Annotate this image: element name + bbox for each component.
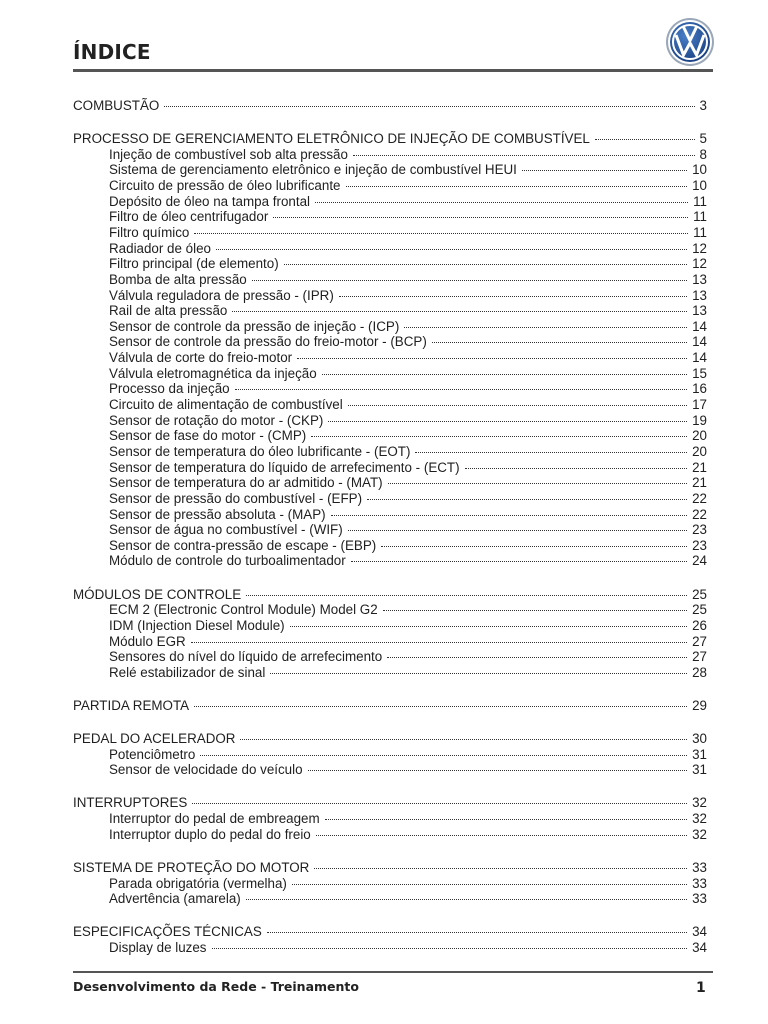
toc-page-number: 13 [692, 303, 707, 319]
dot-leader [328, 421, 687, 422]
toc-section [73, 131, 707, 569]
dot-leader [351, 561, 687, 562]
toc-page-number: 14 [692, 334, 707, 350]
toc-subentry[interactable] [73, 460, 707, 476]
dot-leader [200, 755, 687, 756]
toc-subentry[interactable] [73, 444, 707, 460]
toc-subentry[interactable] [73, 256, 707, 272]
toc-subentry-label: Bomba de alta pressão [109, 271, 247, 287]
toc-subentry[interactable] [73, 397, 707, 413]
toc-subentry-label: Sensor de pressão absoluta - (MAP) [109, 506, 326, 522]
dot-leader [348, 530, 687, 531]
dot-leader [164, 106, 694, 107]
dot-leader [388, 483, 687, 484]
toc-section [73, 98, 707, 114]
toc-section-title: PARTIDA REMOTA [73, 697, 190, 713]
footer-divider [73, 971, 713, 973]
toc-section-title: ESPECIFICAÇÕES TÉCNICAS [73, 924, 262, 940]
toc-page-number: 33 [692, 875, 707, 891]
toc-subentry[interactable] [73, 811, 707, 827]
header-divider [73, 69, 713, 72]
toc-page-number: 23 [692, 537, 707, 553]
toc-section-title: INTERRUPTORES [73, 795, 188, 811]
table-of-contents [73, 98, 707, 973]
dot-leader [216, 249, 687, 250]
dot-leader [240, 739, 687, 740]
dot-leader [522, 170, 687, 171]
toc-subentry-label: Módulo EGR [109, 633, 186, 649]
toc-page-number: 13 [692, 287, 707, 303]
toc-subentry[interactable] [73, 366, 707, 382]
dot-leader [432, 342, 687, 343]
toc-section-title: COMBUSTÃO [73, 98, 160, 113]
toc-section-entry[interactable] [73, 924, 707, 940]
toc-page-number: 32 [692, 795, 707, 811]
toc-subentry-label: Circuito de alimentação de combustível [109, 397, 343, 413]
dot-leader [267, 932, 687, 933]
toc-subentry[interactable] [73, 602, 707, 618]
toc-section-title: MÓDULOS DE CONTROLE [73, 586, 242, 602]
toc-page-number: 20 [692, 428, 707, 444]
toc-subentry[interactable] [73, 272, 707, 288]
dot-leader [383, 610, 687, 611]
toc-section [73, 731, 707, 778]
toc-subentry[interactable] [73, 876, 707, 892]
toc-subentry[interactable] [73, 507, 707, 523]
toc-page-number: 8 [699, 146, 707, 162]
dot-leader [246, 595, 687, 596]
toc-subentry[interactable] [73, 209, 707, 225]
toc-subentry-label: Filtro de óleo centrifugador [109, 209, 269, 225]
toc-page-number: 3 [699, 98, 707, 113]
toc-subentry-label: Sensor de temperatura do ar admitido - (MAT) [109, 475, 383, 491]
toc-page-number: 16 [692, 381, 707, 397]
toc-page-number: 14 [692, 350, 707, 366]
toc-subentry[interactable] [73, 491, 707, 507]
toc-subentry-label: Sensor de contra-pressão de escape - (EBP) [109, 537, 377, 553]
toc-subentry[interactable] [73, 634, 707, 650]
dot-leader [404, 327, 687, 328]
toc-page-number: 20 [692, 443, 707, 459]
toc-subentry-label: Válvula eletromagnética da injeção [109, 365, 317, 381]
toc-page-number: 24 [692, 553, 707, 569]
toc-section [73, 795, 707, 842]
dot-leader [194, 706, 687, 707]
toc-page-number: 21 [692, 459, 707, 475]
toc-page-number: 22 [692, 490, 707, 506]
toc-page-number: 26 [692, 617, 707, 633]
dot-leader [246, 899, 687, 900]
toc-page-number: 28 [692, 664, 707, 680]
toc-subentry-label: Sensor de pressão do combustível - (EFP) [109, 490, 363, 506]
toc-subentry[interactable] [73, 381, 707, 397]
toc-page-number: 32 [692, 811, 707, 827]
toc-subentry-label: Sensor de temperatura do óleo lubrificante - (EOT) [109, 443, 411, 459]
toc-page-number: 15 [692, 365, 707, 381]
dot-leader [194, 233, 688, 234]
toc-subentry-label: Circuito de pressão de óleo lubrificante [109, 178, 341, 194]
dot-leader [297, 358, 687, 359]
toc-page-number: 23 [692, 522, 707, 538]
toc-subentry[interactable] [73, 665, 707, 681]
toc-subentry[interactable] [73, 747, 707, 763]
toc-subentry-label: Sensor de fase do motor - (CMP) [109, 428, 307, 444]
dot-leader [346, 186, 688, 187]
toc-section [73, 924, 707, 955]
dot-leader [311, 436, 687, 437]
toc-subentry-label: Sensor de controle da pressão do freio-motor - (BCP) [109, 334, 427, 350]
dot-leader [316, 835, 687, 836]
toc-page-number: 22 [692, 506, 707, 522]
dot-leader [367, 499, 687, 500]
toc-subentry-label: Rail de alta pressão [109, 303, 228, 319]
toc-page-number: 27 [692, 649, 707, 665]
dot-leader [191, 642, 687, 643]
toc-subentry[interactable] [73, 413, 707, 429]
dot-leader [339, 296, 687, 297]
toc-subentry[interactable] [73, 827, 707, 843]
dot-leader [270, 673, 687, 674]
toc-subentry-label: Sensor de rotação do motor - (CKP) [109, 412, 324, 428]
toc-subentry-label: Sistema de gerenciamento eletrônico e injeção de combustível HEUI [109, 162, 517, 178]
dot-leader [284, 264, 687, 265]
toc-subentry-label: Válvula reguladora de pressão - (IPR) [109, 287, 334, 303]
toc-subentry[interactable] [73, 475, 707, 491]
toc-page-number: 34 [692, 939, 707, 955]
toc-subentry-label: Interruptor duplo do pedal do freio [109, 826, 311, 842]
toc-page-number: 31 [692, 746, 707, 762]
toc-section-title: SISTEMA DE PROTEÇÃO DO MOTOR [73, 859, 310, 875]
toc-subentry-label: IDM (Injection Diesel Module) [109, 617, 285, 633]
toc-subentry-label: Relé estabilizador de sinal [109, 664, 266, 680]
toc-page-number: 21 [692, 475, 707, 491]
toc-subentry[interactable] [73, 288, 707, 304]
toc-subentry[interactable] [73, 334, 707, 350]
dot-leader [595, 139, 695, 140]
toc-page-number: 14 [692, 318, 707, 334]
toc-subentry-label: Interruptor do pedal de embreagem [109, 811, 320, 827]
toc-subentry[interactable] [73, 162, 707, 178]
toc-page-number: 30 [692, 731, 707, 747]
toc-section [73, 860, 707, 907]
toc-subentry-label: Sensor de velocidade do veículo [109, 762, 303, 778]
toc-subentry-label: Processo da injeção [109, 381, 230, 397]
toc-section-title: PROCESSO DE GERENCIAMENTO ELETRÔNICO DE INJEÇÃO DE COMBUSTÍVEL [73, 131, 590, 147]
toc-subentry-label: Válvula de corte do freio-motor [109, 350, 293, 366]
toc-section-entry[interactable] [73, 860, 707, 876]
toc-subentry[interactable] [73, 350, 707, 366]
dot-leader [192, 803, 687, 804]
dot-leader [415, 452, 687, 453]
toc-section [73, 587, 707, 681]
dot-leader [353, 155, 695, 156]
dot-leader [331, 515, 688, 516]
toc-page-number: 10 [692, 178, 707, 194]
toc-subentry[interactable] [73, 553, 707, 569]
toc-page-number: 11 [693, 224, 707, 240]
toc-subentry[interactable] [73, 319, 707, 335]
toc-subentry-label: Display de luzes [109, 939, 207, 955]
toc-page-number: 11 [693, 209, 707, 225]
dot-leader [232, 311, 687, 312]
footer-text: Desenvolvimento da Rede - Treinamento [73, 979, 359, 994]
toc-subentry[interactable] [73, 618, 707, 634]
toc-section-entry[interactable] [73, 587, 707, 603]
toc-page-number: 12 [692, 256, 707, 272]
dot-leader [308, 770, 688, 771]
dot-leader [381, 546, 687, 547]
toc-page-number: 32 [692, 826, 707, 842]
toc-subentry[interactable] [73, 428, 707, 444]
toc-subentry-label: Potenciômetro [109, 746, 196, 762]
toc-subentry[interactable] [73, 649, 707, 665]
dot-leader [348, 405, 687, 406]
toc-page-number: 25 [692, 586, 707, 602]
dot-leader [315, 202, 688, 203]
dot-leader [252, 280, 687, 281]
toc-page-number: 33 [692, 859, 707, 875]
toc-subentry[interactable] [73, 762, 707, 778]
page-title: ÍNDICE [73, 40, 151, 64]
toc-subentry[interactable] [73, 147, 707, 163]
page-number: 1 [696, 980, 706, 996]
toc-page-number: 11 [693, 193, 707, 209]
toc-subentry[interactable] [73, 891, 707, 907]
toc-subentry-label: Injeção de combustível sob alta pressão [109, 146, 348, 162]
toc-page-number: 12 [692, 240, 707, 256]
toc-subentry-label: Depósito de óleo na tampa frontal [109, 193, 310, 209]
toc-subentry-label: Sensor de água no combustível - (WIF) [109, 522, 343, 538]
toc-subentry-label: Sensor de temperatura do líquido de arrefecimento - (ECT) [109, 459, 460, 475]
toc-subentry-label: Parada obrigatória (vermelha) [109, 875, 287, 891]
toc-section [73, 698, 707, 714]
toc-subentry-label: Advertência (amarela) [109, 891, 241, 907]
toc-section-entry[interactable] [73, 98, 707, 114]
toc-page-number: 34 [692, 924, 707, 940]
toc-page-number: 13 [692, 271, 707, 287]
toc-page-number: 31 [692, 762, 707, 778]
toc-subentry-label: Filtro químico [109, 224, 190, 240]
toc-subentry[interactable] [73, 225, 707, 241]
dot-leader [325, 819, 687, 820]
toc-page-number: 5 [699, 131, 707, 147]
toc-subentry-label: Filtro principal (de elemento) [109, 256, 279, 272]
dot-leader [212, 948, 688, 949]
toc-subentry-label: Sensor de controle da pressão de injeção - (ICP) [109, 318, 400, 334]
toc-section-entry[interactable] [73, 795, 707, 811]
toc-section-entry[interactable] [73, 698, 707, 714]
toc-subentry[interactable] [73, 241, 707, 257]
toc-subentry[interactable] [73, 194, 707, 210]
toc-page-number: 17 [692, 397, 707, 413]
toc-page-number: 10 [692, 162, 707, 178]
dot-leader [465, 468, 688, 469]
dot-leader [290, 626, 687, 627]
toc-subentry-label: ECM 2 (Electronic Control Module) Model G2 [109, 602, 378, 618]
toc-page-number: 19 [692, 412, 707, 428]
toc-section-title: PEDAL DO ACELERADOR [73, 731, 236, 747]
toc-section-entry[interactable] [73, 131, 707, 147]
toc-page-number: 33 [692, 891, 707, 907]
volkswagen-logo-icon [665, 17, 715, 67]
toc-page-number: 25 [692, 602, 707, 618]
toc-subentry[interactable] [73, 303, 707, 319]
dot-leader [273, 217, 688, 218]
toc-page-number: 27 [692, 633, 707, 649]
page-header [73, 0, 713, 72]
toc-section-entry[interactable] [73, 731, 707, 747]
toc-subentry-label: Sensores do nível do líquido de arrefecimento [109, 649, 383, 665]
dot-leader [235, 389, 688, 390]
toc-subentry[interactable] [73, 940, 707, 956]
toc-page-number: 29 [692, 697, 707, 713]
toc-subentry-label: Radiador de óleo [109, 240, 211, 256]
dot-leader [314, 868, 687, 869]
dot-leader [387, 657, 687, 658]
toc-subentry[interactable] [73, 178, 707, 194]
toc-subentry[interactable] [73, 522, 707, 538]
toc-subentry-label: Módulo de controle do turboalimentador [109, 553, 346, 569]
toc-subentry[interactable] [73, 538, 707, 554]
dot-leader [292, 884, 687, 885]
dot-leader [322, 374, 687, 375]
